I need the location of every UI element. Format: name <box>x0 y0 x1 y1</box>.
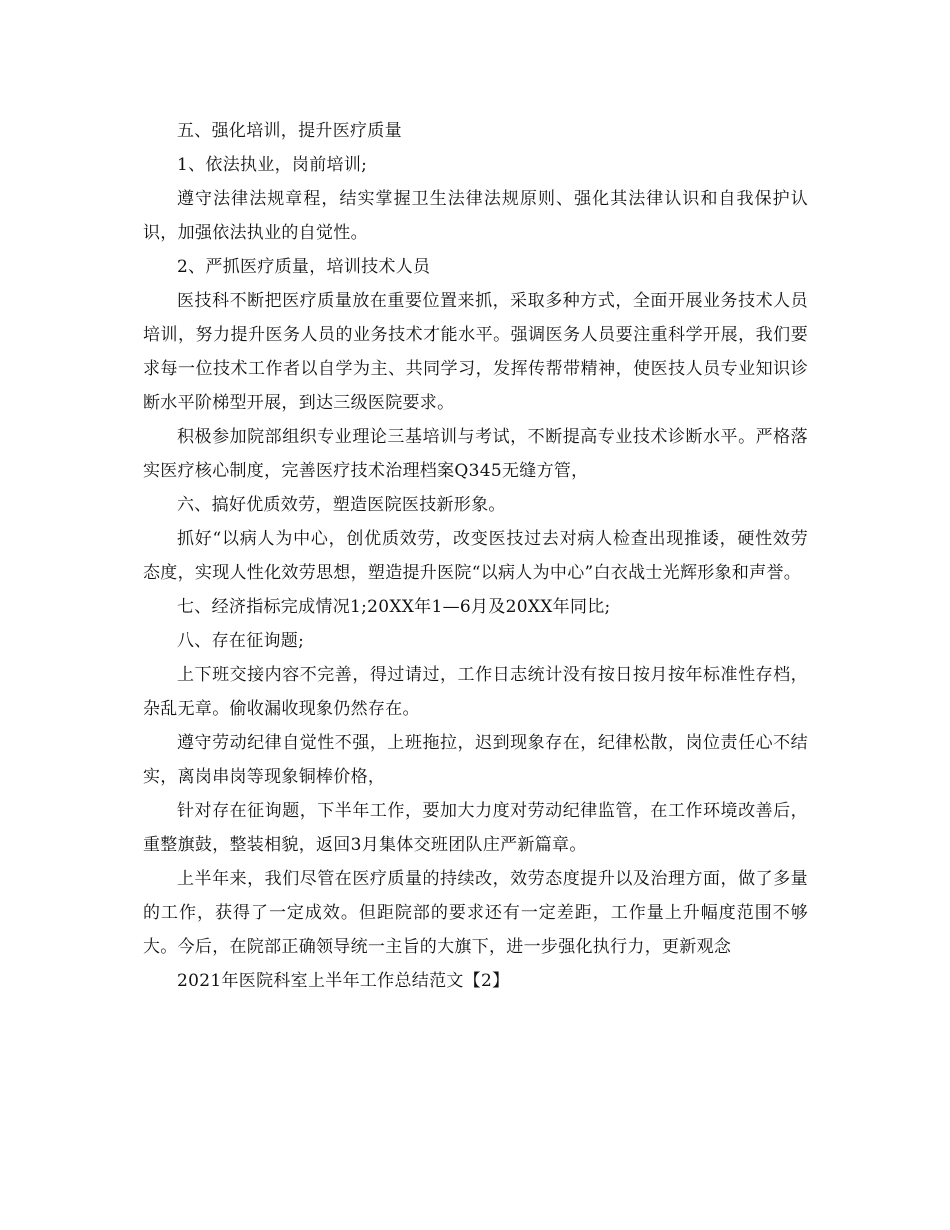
paragraph-summary: 上半年来，我们尽管在医疗质量的持续改，效劳态度提升以及治理方面，做了多量的工作，获得了一定成效。但距院部的要求还有一定差距，工作量上升幅度范围不够大。今后，在院部正确领导统一主旨的大旗下，进一步强化执行力，更新观念 <box>143 869 808 957</box>
paragraph-staff-training: 医技科不断把医疗质量放在重要位置来抓，采取多种方式，全面开展业务技术人员培训，努力提升医务人员的业务技术才能水平。强调医务人员要注重科学开展，我们要求每一位技术工作者以自学为主、共同学习，发挥传帮带精神，使医技人员专业知识诊断水平阶梯型开展，到达三级医院要求。 <box>143 291 808 413</box>
paragraph-law-compliance: 遵守法律法规章程，结实掌握卫生法律法规原则、强化其法律认识和自我保护认识，加强依法执业的自觉性。 <box>143 189 808 243</box>
paragraph-patient-centered: 抓好“以病人为中心，创优质效劳，改变医技过去对病人检查出现推诿，硬性效劳态度，实现人性化效劳思想，塑造提升医院“以病人为中心”白衣战士光辉形象和声誉。 <box>143 529 808 583</box>
subheading-lawful-practice: 1、依法执业，岗前培训; <box>177 155 368 175</box>
section-heading-economic: 七、经济指标完成情况1;20XX年1—6月及20XX年同比; <box>177 597 611 617</box>
subheading-medical-quality: 2、严抓医疗质量，培训技术人员 <box>177 257 431 277</box>
section-heading-training: 五、强化培训，提升医疗质量 <box>177 121 402 141</box>
section-heading-service: 六、搞好优质效劳，塑造医院医技新形象。 <box>177 495 506 515</box>
document-body <box>143 114 808 998</box>
paragraph-handover-issues: 上下班交接内容不完善，得过请过，工作日志统计没有按日按月按年标准性存档，杂乱无章。偷收漏收现象仍然存在。 <box>143 665 808 719</box>
paragraph-three-basics: 积极参加院部组织专业理论三基培训与考试，不断提高专业技术诊断水平。严格落实医疗核心制度，完善医疗技术治理档案Q345无缝方管， <box>143 427 808 481</box>
paragraph-improvement-plan: 针对存在征询题，下半年工作，要加大力度对劳动纪律监管，在工作环境改善后，重整旗鼓，整装相貌，返回3月集体交班团队庄严新篇章。 <box>143 801 808 855</box>
next-article-title: 2021年医院科室上半年工作总结范文【2】 <box>177 971 510 991</box>
section-heading-problems: 八、存在征询题; <box>177 631 305 651</box>
paragraph-discipline-issues: 遵守劳动纪律自觉性不强，上班拖拉，迟到现象存在，纪律松散，岗位责任心不结实，离岗串岗等现象铜棒价格， <box>143 733 808 787</box>
